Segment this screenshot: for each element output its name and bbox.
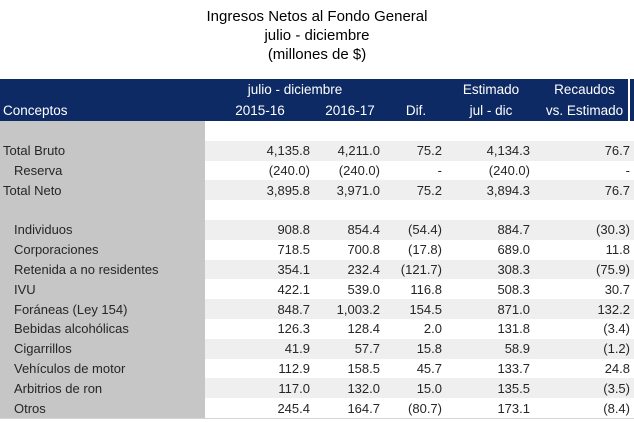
value-estimado-jul-dic: (240.0) <box>488 162 530 178</box>
value-2015-16 <box>205 121 315 141</box>
value-recaudos-vs-estimado: (8.4) <box>603 400 630 416</box>
value-estimado-jul-dic: 308.3 <box>447 260 535 280</box>
value-2016-17: 3,971.0 <box>315 180 385 200</box>
value-2016-17: 158.5 <box>347 360 380 376</box>
title-line-1: Ingresos Netos al Fondo General <box>206 8 428 25</box>
value-2016-17: 128.4 <box>347 321 380 337</box>
concept-cell: Total Neto <box>0 180 205 200</box>
table-body <box>0 121 634 419</box>
title-line-3: (millones de $) <box>267 46 367 63</box>
value-estimado-jul-dic: 131.8 <box>497 321 530 337</box>
value-2016-17: 539.0 <box>347 281 380 297</box>
value-2016-17: 164.7 <box>347 400 380 416</box>
value-dif: 116.8 <box>410 281 442 297</box>
value-dif <box>385 121 447 141</box>
concept-cell: Arbitrios de ron <box>0 378 205 398</box>
table-row <box>0 141 634 161</box>
column-header-conceptos: Conceptos <box>3 103 68 118</box>
column-header-dif: Dif. <box>405 103 427 118</box>
value-estimado-jul-dic: 4,134.3 <box>447 141 535 161</box>
value-2015-16: 112.9 <box>278 360 310 376</box>
column-header-vs-estimado: vs. Estimado <box>545 103 624 118</box>
column-header-2015-16: 2015-16 <box>235 103 285 118</box>
value-2015-16: 4,135.8 <box>205 141 315 161</box>
value-estimado-jul-dic: 135.5 <box>447 378 535 398</box>
value-dif: 2.0 <box>423 321 442 337</box>
table-row <box>0 339 634 359</box>
value-estimado-jul-dic: 58.9 <box>447 339 535 359</box>
concept-cell <box>0 121 205 141</box>
value-recaudos-vs-estimado: 132.2 <box>535 299 634 319</box>
value-2016-17: 1,003.2 <box>315 299 385 319</box>
ingresos-netos-table <box>0 79 634 419</box>
value-recaudos-vs-estimado: 11.8 <box>605 242 630 258</box>
value-dif: 154.5 <box>385 299 447 319</box>
value-2015-16: 3,895.8 <box>205 180 315 200</box>
value-recaudos-vs-estimado: (3.5) <box>535 378 634 398</box>
report-title <box>0 0 634 79</box>
value-dif: (54.4) <box>385 220 447 240</box>
value-recaudos-vs-estimado: 30.7 <box>604 281 630 297</box>
value-estimado-jul-dic: 173.1 <box>497 400 530 416</box>
table-row <box>0 121 634 141</box>
concept-cell: Reserva <box>0 161 205 181</box>
concept-cell: Foráneas (Ley 154) <box>0 299 205 319</box>
value-2015-16: 126.3 <box>277 321 310 337</box>
value-dif: (80.7) <box>408 400 442 416</box>
value-recaudos-vs-estimado: (1.2) <box>535 339 634 359</box>
header-group-julio-diciembre: julio - diciembre <box>247 82 343 97</box>
value-dif: 15.0 <box>385 378 447 398</box>
value-recaudos-vs-estimado: 76.7 <box>535 141 634 161</box>
value-2016-17: 854.4 <box>315 220 385 240</box>
table-row <box>0 240 634 260</box>
value-2016-17: (240.0) <box>338 162 380 178</box>
value-recaudos-vs-estimado: 76.7 <box>535 180 634 200</box>
value-2016-17 <box>315 121 385 141</box>
table-row <box>0 260 634 280</box>
value-recaudos-vs-estimado <box>535 200 634 220</box>
header-columns-row <box>0 100 634 121</box>
value-2015-16: (240.0) <box>268 162 310 178</box>
header-group-row <box>0 79 634 100</box>
value-2015-16: 354.1 <box>205 260 315 280</box>
value-estimado-jul-dic: 133.7 <box>497 360 530 376</box>
table-row <box>0 180 634 200</box>
table-row <box>0 161 634 181</box>
value-dif: 15.8 <box>385 339 447 359</box>
concept-cell: Vehículos de motor <box>0 359 205 379</box>
value-2015-16: 117.0 <box>205 378 315 398</box>
value-dif: - <box>437 162 442 178</box>
value-2016-17: 232.4 <box>315 260 385 280</box>
concept-cell: Retenida a no residentes <box>0 260 205 280</box>
value-recaudos-vs-estimado: (30.3) <box>535 220 634 240</box>
value-estimado-jul-dic: 689.0 <box>497 242 530 258</box>
value-2015-16: 41.9 <box>205 339 315 359</box>
concept-cell: Individuos <box>0 220 205 240</box>
value-dif <box>385 200 447 220</box>
value-dif: 45.7 <box>416 360 442 376</box>
value-2015-16 <box>205 200 315 220</box>
title-line-2: julio - diciembre <box>264 27 370 44</box>
table-row <box>0 200 634 220</box>
value-recaudos-vs-estimado: - <box>625 162 630 178</box>
value-2016-17 <box>315 200 385 220</box>
concept-cell: IVU <box>0 279 205 299</box>
table-row <box>0 378 634 398</box>
value-estimado-jul-dic: 3,894.3 <box>447 180 535 200</box>
value-estimado-jul-dic: 871.0 <box>447 299 535 319</box>
table-row <box>0 279 634 299</box>
value-estimado-jul-dic: 884.7 <box>447 220 535 240</box>
value-2015-16: 848.7 <box>205 299 315 319</box>
concept-cell: Cigarrillos <box>0 339 205 359</box>
header-estimado: Estimado <box>462 82 520 97</box>
value-2016-17: 132.0 <box>315 378 385 398</box>
value-dif: (121.7) <box>385 260 447 280</box>
value-2015-16: 245.4 <box>277 400 310 416</box>
value-2015-16: 718.5 <box>277 242 310 258</box>
table-row <box>0 359 634 379</box>
table-row <box>0 319 634 339</box>
value-estimado-jul-dic <box>447 200 535 220</box>
table-row <box>0 299 634 319</box>
value-2015-16: 422.1 <box>277 281 310 297</box>
table-row <box>0 398 634 418</box>
concept-cell: Total Bruto <box>0 141 205 161</box>
value-2016-17: 57.7 <box>315 339 385 359</box>
column-header-jul-dic: jul - dic <box>469 103 513 118</box>
table-header <box>0 79 634 121</box>
concept-cell: Otros <box>0 398 205 418</box>
value-2016-17: 4,211.0 <box>315 141 385 161</box>
column-header-2016-17: 2016-17 <box>325 103 375 118</box>
value-2015-16: 908.8 <box>205 220 315 240</box>
value-dif: 75.2 <box>385 180 447 200</box>
value-recaudos-vs-estimado: (3.4) <box>603 321 630 337</box>
value-estimado-jul-dic: 508.3 <box>497 281 530 297</box>
value-recaudos-vs-estimado: (75.9) <box>535 260 634 280</box>
value-estimado-jul-dic <box>447 121 535 141</box>
concept-cell: Bebidas alcohólicas <box>0 319 205 339</box>
concept-cell: Corporaciones <box>0 240 205 260</box>
value-dif: 75.2 <box>385 141 447 161</box>
value-dif: (17.8) <box>408 242 442 258</box>
value-2016-17: 700.8 <box>347 242 380 258</box>
value-recaudos-vs-estimado: 24.8 <box>604 360 630 376</box>
header-recaudos: Recaudos <box>554 82 615 97</box>
value-recaudos-vs-estimado <box>535 121 634 141</box>
table-row <box>0 220 634 240</box>
concept-cell <box>0 200 205 220</box>
